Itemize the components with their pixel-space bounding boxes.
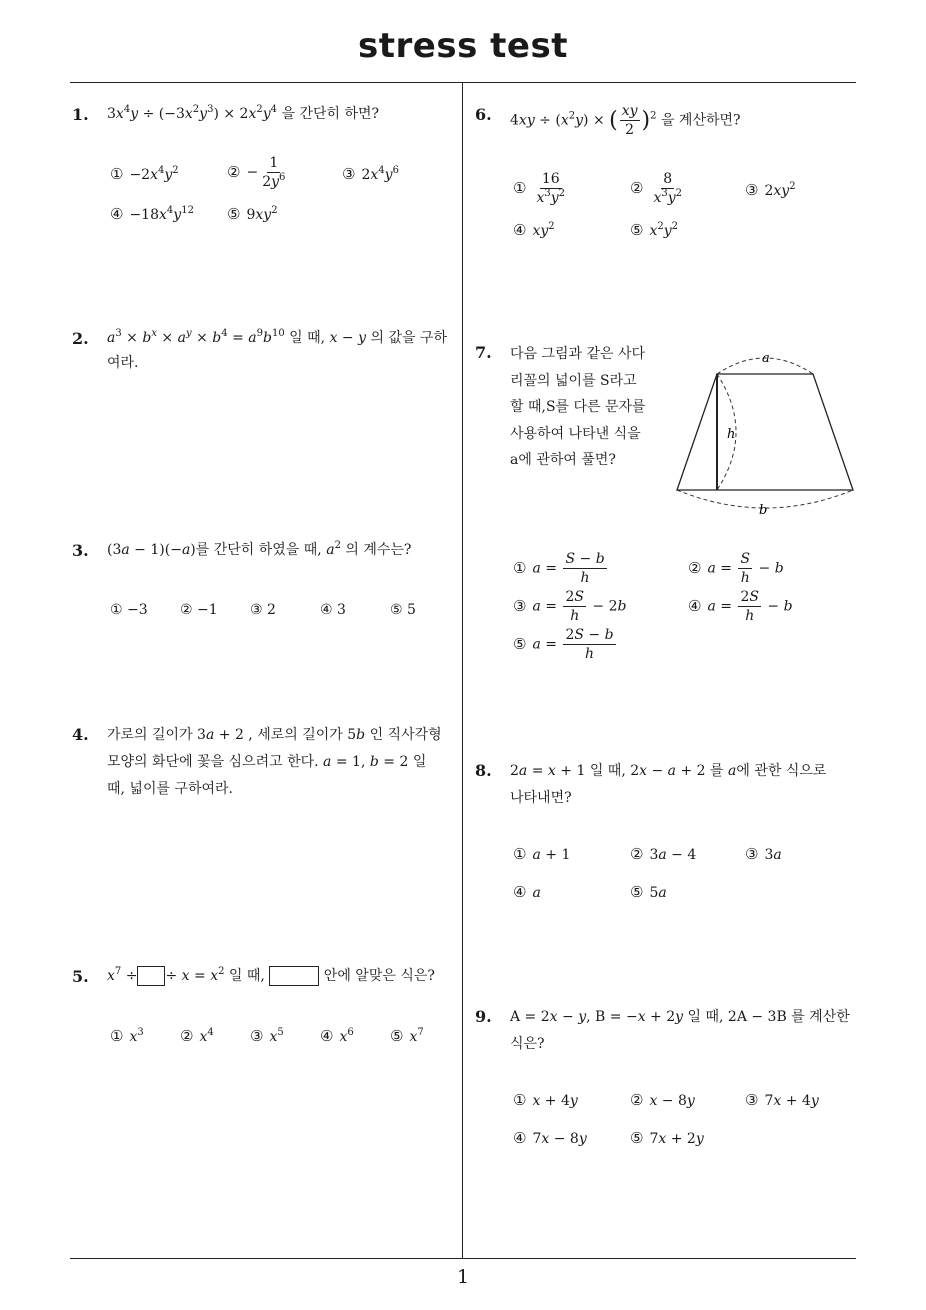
question-number: 5. [72,967,89,986]
option-1[interactable]: ① $-2x^4y^2$ [110,165,179,183]
option-5[interactable]: ⑤ $x^2y^2$ [630,221,679,239]
question-number: 2. [72,329,89,348]
question-text: A = 2x − y, B = −x + 2y 일 때, 2A − 3B 를 계산한 식은? [510,1009,850,1052]
question-line: 다음 그림과 같은 사다 [510,346,646,362]
column-divider [462,82,463,1259]
question-text: 2a = x + 1 일 때, 2x − a + 2 를 a에 관한 식으로 나타내면? [510,763,827,806]
question-line: 사용하여 나타낸 식을 [510,425,641,442]
question-9 [475,1004,865,1154]
option-2[interactable]: ② x − 8y [630,1091,695,1109]
label-top: a [762,351,770,366]
question-number: 3. [72,541,89,560]
question-number: 4. [72,725,89,744]
option-3[interactable]: ③ $2x^4y^6$ [342,165,399,183]
option-4[interactable]: ④ 3 [320,602,346,618]
option-5[interactable]: ⑤ $x^7$ [390,1027,424,1045]
answer-blank-box [137,966,165,986]
option-3[interactable]: ③ 2 [250,602,276,618]
option-3[interactable]: ③ 7x + 4y [745,1091,819,1109]
option-1[interactable]: ① a + 1 [513,845,571,863]
question-text: $a^3 \times b^x \times a^y \times b^4 = a^9b^{10}$ 일 때, x − y 의 값을 구하 여라. [107,328,448,371]
label-height: h [727,427,736,442]
option-3[interactable]: ③ $x^5$ [250,1027,284,1045]
option-1[interactable]: ① $\frac{16}{x^3y^2}$ [513,171,566,206]
option-3[interactable]: ③ $2xy^2$ [745,181,796,199]
question-6 [475,102,865,242]
option-3[interactable]: ③ a = $\frac{2S}{h}$ − 2b [513,589,627,624]
question-3 [72,538,462,628]
option-5[interactable]: ⑤ 5 [390,602,416,618]
question-number: 6. [475,105,492,124]
question-text: $3x^4y \div (-3x^2y^3) \times 2x^2y^4$ 을 간단히 하면? [107,104,380,122]
option-2[interactable]: ② 3a − 4 [630,845,697,863]
trapezoid-shape [677,374,853,490]
option-1[interactable]: ① a = $\frac{S - b}{h}$ [513,551,605,586]
question-text: $x^7$ ÷ ÷ $x = x^2$ 일 때, 안에 알맞은 식은? [107,966,435,984]
question-8 [475,758,865,901]
question-line: 리꼴의 넓이를 S라고 [510,372,637,389]
option-5[interactable]: ⑤ $9xy^2$ [227,205,278,223]
option-1[interactable]: ① $x^3$ [110,1027,144,1045]
option-2[interactable]: ② − $\frac{1}{2y^6}$ [227,155,286,190]
question-line: 할 때,S를 다른 문자를 [510,399,646,415]
option-4[interactable]: ④ $-18x^4y^{12}$ [110,205,194,223]
question-1 [72,102,462,232]
option-5[interactable]: ⑤ 7x + 2y [630,1129,704,1147]
option-4[interactable]: ④ $x^6$ [320,1027,354,1045]
option-4[interactable]: ④ a = $\frac{2S}{h}$ − b [688,589,793,624]
question-7 [475,340,865,670]
trapezoid-figure [673,348,858,518]
question-text: (3a − 1)(−a)를 간단히 하였을 때, $a^2$ 의 계수는? [107,540,412,558]
question-2 [72,326,462,386]
question-number: 8. [475,761,492,780]
option-5[interactable]: ⑤ a = $\frac{2S - b}{h}$ [513,627,614,662]
page-number: 1 [456,1266,470,1288]
option-4[interactable]: ④ 7x − 8y [513,1129,587,1147]
header-rule [70,82,856,83]
label-bottom: b [759,503,768,518]
question-text [510,341,646,474]
question-4 [72,722,462,802]
question-number: 9. [475,1007,492,1026]
question-5 [72,964,462,1054]
option-4[interactable]: ④ a [513,883,541,901]
question-text: 가로의 길이가 3a + 2 , 세로의 길이가 5b 인 직사각형 모양의 화단에 꽃을 심으려고 한다. a = 1, b = 2 일 때, 넓이를 구하여라. [107,727,442,797]
option-1[interactable]: ① −3 [110,602,148,618]
option-5[interactable]: ⑤ 5a [630,883,667,901]
option-2[interactable]: ② −1 [180,602,218,618]
footer-rule [70,1258,856,1259]
option-2[interactable]: ② a = $\frac{S}{h}$ − b [688,551,784,586]
question-number: 7. [475,343,492,362]
question-text: $4xy \div (x^2y)$ × ( $\frac{xy}{2}$ )$^2$ 을 계산하면? [510,103,741,138]
option-3[interactable]: ③ 3a [745,845,782,863]
page-title: stress test [358,26,568,66]
option-1[interactable]: ① x + 4y [513,1091,578,1109]
question-number: 1. [72,105,89,124]
option-2[interactable]: ② $\frac{8}{x^3y^2}$ [630,171,683,206]
question-line: a에 관하여 풀면? [510,452,616,468]
option-4[interactable]: ④ $xy^2$ [513,221,555,239]
answer-blank-box [269,966,319,986]
option-2[interactable]: ② $x^4$ [180,1027,214,1045]
